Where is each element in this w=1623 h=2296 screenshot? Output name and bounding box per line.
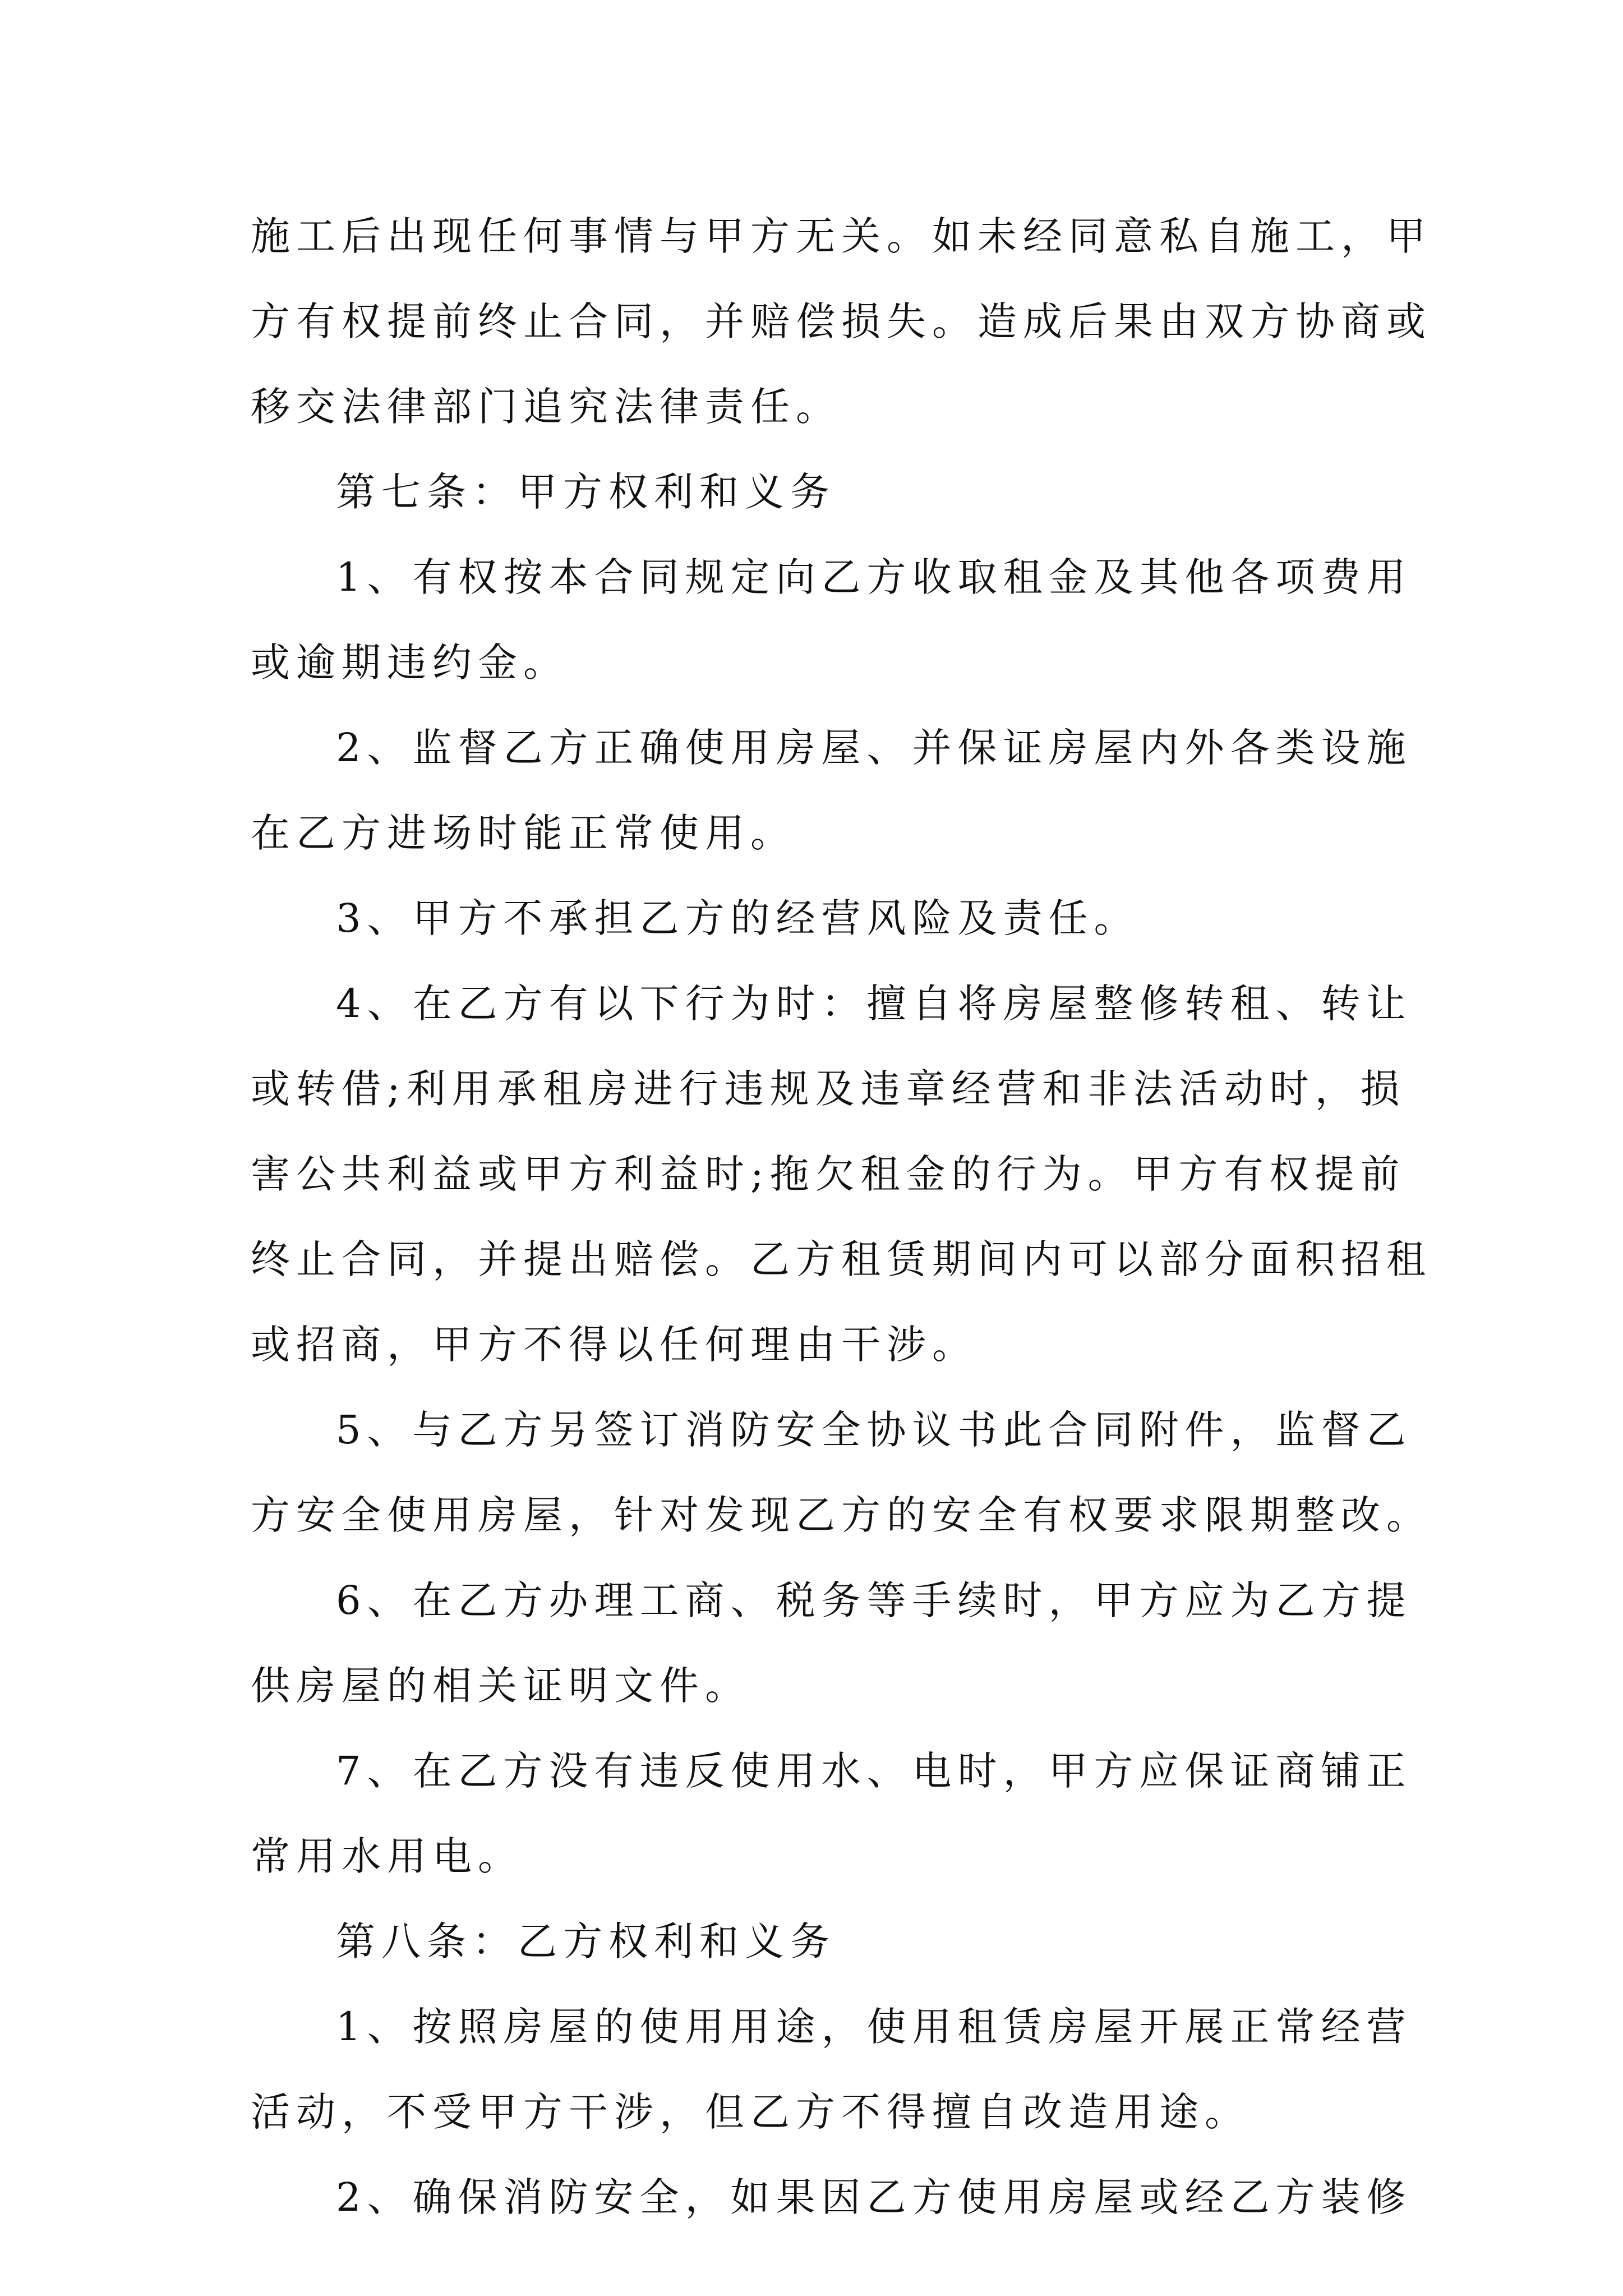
text-line: 活动，不受甲方干涉，但乙方不得擅自改造用途。: [251, 2089, 1250, 2135]
text-line: 害公共利益或甲方利益时;拖欠租金的行为。甲方有权提前: [251, 1151, 1406, 1197]
text-line: 或转借;利用承租房进行违规及违章经营和非法活动时，损: [251, 1066, 1406, 1112]
text-line: 1、按照房屋的使用用途，使用租赁房屋开展正常经营: [336, 2004, 1412, 2050]
text-line: 1、有权按本合同规定向乙方收取租金及其他各项费用: [336, 554, 1412, 600]
text-line: 方有权提前终止合同，并赔偿损失。造成后果由双方协商或: [251, 298, 1432, 344]
text-line: 终止合同，并提出赔偿。乙方租赁期间内可以部分面积招租: [251, 1236, 1432, 1282]
document-body: [251, 194, 1432, 2240]
text-line: 方安全使用房屋，针对发现乙方的安全有权要求限期整改。: [251, 1492, 1432, 1538]
text-line: 2、监督乙方正确使用房屋、并保证房屋内外各类设施: [336, 725, 1412, 771]
text-line: 常用水用电。: [251, 1833, 523, 1879]
text-line: 或逾期违约金。: [251, 639, 569, 685]
text-line: 在乙方进场时能正常使用。: [251, 810, 796, 856]
text-line: 6、在乙方办理工商、税务等手续时，甲方应为乙方提: [336, 1577, 1412, 1623]
text-line: 5、与乙方另签订消防安全协议书此合同附件，监督乙: [336, 1407, 1412, 1453]
text-line: 7、在乙方没有违反使用水、电时，甲方应保证商铺正: [336, 1748, 1412, 1794]
section-heading-8: 第八条：乙方权利和义务: [336, 1918, 836, 1964]
text-line: 4、在乙方有以下行为时：擅自将房屋整修转租、转让: [336, 981, 1412, 1027]
section-heading-7: 第七条：甲方权利和义务: [336, 469, 836, 515]
text-line: 或招商，甲方不得以任何理由干涉。: [251, 1322, 978, 1368]
text-line: 移交法律部门追究法律责任。: [251, 384, 841, 430]
text-line: 施工后出现任何事情与甲方无关。如未经同意私自施工，甲: [251, 213, 1432, 259]
text-line: 供房屋的相关证明文件。: [251, 1663, 750, 1709]
text-line: 2、确保消防安全，如果因乙方使用房屋或经乙方装修: [336, 2174, 1412, 2220]
text-line: 3、甲方不承担乙方的经营风险及责任。: [336, 895, 1140, 941]
